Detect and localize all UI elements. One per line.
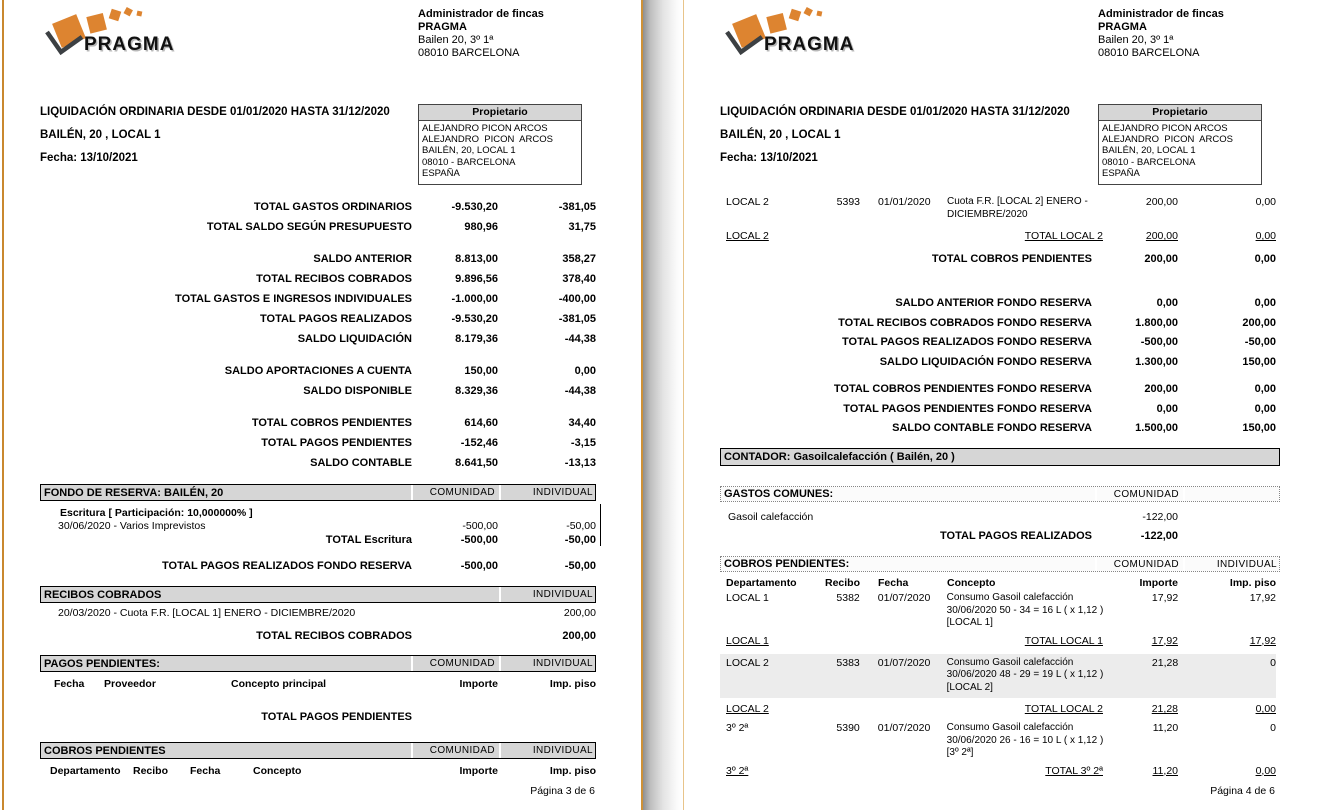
subtotal-label: TOTAL LOCAL 2 bbox=[1024, 230, 1103, 242]
gastos-comunes-total bbox=[720, 529, 1276, 543]
cell-fecha: 01/07/2020 bbox=[877, 656, 931, 669]
concepto-line: Consumo Gasoil calefacción bbox=[946, 656, 1074, 668]
amount-individual bbox=[1178, 529, 1276, 543]
property-subtitle: BAILÉN, 20 , LOCAL 1 bbox=[720, 129, 841, 141]
amount-individual: 0,00 bbox=[1254, 297, 1276, 309]
amount-comunidad: 150,00 bbox=[464, 365, 498, 377]
cell-concepto bbox=[945, 722, 1104, 760]
amount-individual: 0,00 bbox=[1254, 253, 1276, 265]
header-importe: Importe bbox=[459, 765, 498, 777]
liquidation-title: LIQUIDACIÓN ORDINARIA DESDE 01/01/2020 HASTA 31/12/2020 bbox=[40, 106, 390, 118]
cobros-pendientes-section-bar bbox=[720, 556, 1280, 572]
amount-group bbox=[720, 380, 1276, 439]
propietario-line: BAILÉN, 20, LOCAL 1 bbox=[422, 145, 516, 157]
amount-comunidad: 9.896,56 bbox=[455, 273, 498, 285]
recibos-entry-row bbox=[40, 607, 596, 620]
page-number: Página 3 de 6 bbox=[530, 785, 595, 797]
table-row bbox=[720, 654, 1276, 699]
amount-comunidad: -500,00 bbox=[1140, 336, 1178, 348]
propietario-address bbox=[419, 121, 581, 184]
amount-individual: -50,00 bbox=[1244, 336, 1276, 348]
concepto-line: [3º 2ª] bbox=[946, 747, 974, 758]
individual-column-header: INDIVIDUAL bbox=[1185, 557, 1279, 571]
header-concepto: Concepto bbox=[947, 577, 996, 589]
header-importe: Importe bbox=[1139, 577, 1178, 589]
individual-column-header: INDIVIDUAL bbox=[501, 485, 595, 500]
amount-row bbox=[40, 217, 596, 237]
amount-row bbox=[40, 710, 596, 724]
fondo-grand-total bbox=[40, 559, 596, 573]
entry-label: 30/06/2020 - Varios Imprevistos bbox=[58, 520, 206, 532]
amount-individual: 200,00 bbox=[1242, 316, 1276, 329]
amount-row bbox=[720, 353, 1276, 373]
amount-group bbox=[40, 413, 596, 473]
fondo-reserva-section-bar bbox=[40, 484, 596, 501]
subtotal-departamento: LOCAL 1 bbox=[726, 634, 769, 647]
cobros-pendientes-contador-rows bbox=[720, 592, 1276, 784]
cell-imp-piso: 0 bbox=[1270, 656, 1276, 669]
amount-row bbox=[720, 314, 1276, 334]
office-line-4: 08010 BARCELONA bbox=[1098, 47, 1200, 59]
cobros-pendientes-table-header bbox=[40, 764, 596, 778]
amount-individual: 150,00 bbox=[1242, 422, 1276, 434]
amount-group bbox=[720, 294, 1276, 372]
subtotal-departamento: LOCAL 2 bbox=[726, 230, 769, 242]
cell-imp-piso: 0,00 bbox=[1255, 196, 1276, 208]
entry-individual: -50,00 bbox=[566, 520, 596, 532]
cell-imp-piso: 17,92 bbox=[1249, 592, 1276, 604]
amount-row bbox=[40, 289, 596, 309]
subtotal-fill bbox=[815, 765, 1103, 778]
office-line-4: 08010 BARCELONA bbox=[418, 47, 520, 59]
amount-row bbox=[40, 559, 596, 573]
amount-comunidad: -9.530,20 bbox=[451, 313, 498, 325]
amount-row bbox=[40, 381, 596, 401]
recibos-cobrados-section-bar bbox=[40, 586, 596, 603]
amount-comunidad: 8.329,36 bbox=[455, 385, 498, 397]
amount-label: TOTAL COBROS PENDIENTES bbox=[931, 253, 1092, 265]
entry-label: Gasoil calefacción bbox=[728, 511, 814, 523]
amount-individual: -44,38 bbox=[564, 333, 596, 345]
table-row bbox=[720, 592, 1276, 630]
individual-column-header: INDIVIDUAL bbox=[501, 743, 595, 758]
amount-row bbox=[40, 629, 596, 643]
amount-label: TOTAL PAGOS REALIZADOS FONDO RESERVA bbox=[162, 560, 412, 572]
amount-individual: -50,00 bbox=[564, 560, 596, 572]
subtotal-row bbox=[720, 765, 1276, 778]
amount-label: TOTAL RECIBOS COBRADOS FONDO RESERVA bbox=[838, 316, 1092, 329]
amount-label: TOTAL PAGOS REALIZADOS bbox=[260, 313, 412, 325]
propietario-line: BAILÉN, 20, LOCAL 1 bbox=[1102, 145, 1196, 157]
amount-row bbox=[720, 252, 1276, 266]
page-number: Página 4 de 6 bbox=[1210, 785, 1275, 797]
table-row bbox=[720, 196, 1276, 221]
header-fecha: Fecha bbox=[190, 765, 221, 777]
header-departamento: Departamento bbox=[50, 765, 121, 777]
concepto-line: DICIEMBRE/2020 bbox=[947, 208, 1028, 220]
amount-comunidad: -122,00 bbox=[1140, 530, 1178, 542]
report-page-3 bbox=[4, 0, 641, 810]
office-address bbox=[418, 8, 544, 60]
cobros-pendientes-rows bbox=[720, 196, 1276, 249]
cell-departamento: LOCAL 1 bbox=[726, 592, 769, 604]
header-fecha: Fecha bbox=[54, 678, 85, 690]
entry-label: 20/03/2020 - Cuota F.R. [LOCAL 1] ENERO - DICIEMBRE/2020 bbox=[58, 607, 356, 619]
cell-concepto bbox=[945, 592, 1104, 630]
concepto-line: 30/06/2020 26 - 16 = 10 L ( x 1,12 ) bbox=[946, 734, 1104, 746]
entry-comunidad bbox=[412, 607, 498, 620]
amount-group bbox=[40, 249, 596, 349]
subtotal-departamento: 3º 2ª bbox=[726, 764, 749, 777]
propietario-header: Propietario bbox=[419, 105, 581, 121]
amount-label: TOTAL PAGOS REALIZADOS FONDO RESERVA bbox=[842, 336, 1092, 348]
amount-comunidad: 1.500,00 bbox=[1135, 422, 1178, 434]
header-concepto: Concepto bbox=[253, 765, 302, 777]
comunidad-column-header: COMUNIDAD bbox=[413, 656, 499, 671]
amount-individual: 0,00 bbox=[1254, 402, 1276, 415]
fondo-reserva-body bbox=[40, 506, 596, 547]
propietario-line: ALEJANDRO PICON ARCOS bbox=[1102, 123, 1228, 134]
concepto-line: [LOCAL 2] bbox=[946, 681, 993, 693]
amount-individual: 0,00 bbox=[1254, 383, 1276, 395]
subtotal-imp-piso: 17,92 bbox=[1249, 634, 1276, 647]
amount-comunidad: -9.530,20 bbox=[451, 201, 498, 213]
amount-row bbox=[40, 197, 596, 217]
amount-comunidad bbox=[412, 710, 498, 724]
amount-comunidad: 980,96 bbox=[464, 221, 498, 233]
cell-importe: 200,00 bbox=[1145, 196, 1178, 208]
header-departamento: Departamento bbox=[726, 577, 797, 589]
amount-label: TOTAL SALDO SEGÚN PRESUPUESTO bbox=[206, 221, 412, 233]
amount-label: SALDO LIQUIDACIÓN FONDO RESERVA bbox=[879, 355, 1092, 368]
propietario-box bbox=[1098, 104, 1262, 185]
cell-importe: 11,20 bbox=[1152, 722, 1179, 734]
concepto-line: Cuota F.R. [LOCAL 2] ENERO - bbox=[947, 196, 1088, 207]
subtotal-fill bbox=[815, 230, 1103, 243]
comunidad-column-header: COMUNIDAD bbox=[413, 485, 499, 500]
amount-row bbox=[40, 329, 596, 349]
subtotal-imp-piso: 0,00 bbox=[1255, 230, 1276, 242]
office-line-2: PRAGMA bbox=[418, 21, 467, 33]
entry-comunidad: -500,00 bbox=[462, 520, 498, 532]
header-proveedor: Proveedor bbox=[104, 678, 156, 690]
amount-label: SALDO APORTACIONES A CUENTA bbox=[224, 365, 412, 377]
entry-comunidad: -122,00 bbox=[1142, 511, 1178, 523]
amount-individual: 31,75 bbox=[568, 221, 596, 233]
cell-recibo: 5382 bbox=[836, 592, 860, 604]
amount-label: TOTAL PAGOS PENDIENTES bbox=[261, 437, 412, 449]
concepto-line: Consumo Gasoil calefacción bbox=[946, 592, 1074, 603]
gastos-comunes-title: GASTOS COMUNES: bbox=[721, 487, 1095, 501]
amount-label: SALDO CONTABLE FONDO RESERVA bbox=[892, 422, 1092, 434]
amount-row bbox=[40, 361, 596, 381]
amount-row bbox=[720, 400, 1276, 420]
subtotal-importe: 11,20 bbox=[1152, 764, 1178, 777]
amount-comunidad: 614,60 bbox=[464, 417, 498, 429]
amount-individual: -381,05 bbox=[558, 201, 596, 213]
individual-column-header: INDIVIDUAL bbox=[501, 587, 595, 602]
fondo-reserva-title: FONDO DE RESERVA: BAILÉN, 20 bbox=[41, 485, 411, 500]
amount-label: TOTAL COBROS PENDIENTES FONDO RESERVA bbox=[833, 383, 1092, 395]
fondo-entry-row bbox=[40, 520, 596, 533]
amount-label: SALDO CONTABLE bbox=[310, 457, 412, 469]
propietario-line: ESPAÑA bbox=[422, 167, 460, 179]
amount-comunidad: -1.000,00 bbox=[451, 293, 498, 305]
concepto-line: 30/06/2020 48 - 29 = 19 L ( x 1,12 ) bbox=[946, 669, 1104, 680]
cell-importe: 17,92 bbox=[1151, 592, 1179, 604]
amount-group bbox=[40, 197, 596, 237]
liquidation-title: LIQUIDACIÓN ORDINARIA DESDE 01/01/2020 HASTA 31/12/2020 bbox=[720, 106, 1070, 118]
subtotal-label: TOTAL LOCAL 1 bbox=[1024, 634, 1103, 647]
subtotal-row bbox=[720, 635, 1276, 648]
cell-fecha: 01/07/2020 bbox=[877, 722, 931, 734]
empty-column-cell bbox=[1185, 487, 1279, 501]
header-recibo: Recibo bbox=[133, 765, 169, 777]
property-subtitle: BAILÉN, 20 , LOCAL 1 bbox=[40, 129, 161, 141]
pagos-pendientes-total bbox=[40, 710, 596, 724]
amount-label: TOTAL PAGOS REALIZADOS bbox=[940, 530, 1092, 542]
cell-fecha: 01/07/2020 bbox=[877, 592, 931, 604]
recibos-total bbox=[40, 629, 596, 643]
amount-individual: -3,15 bbox=[570, 437, 596, 449]
pragma-logo bbox=[720, 6, 890, 64]
pragma-logo-text: PRAGMA bbox=[84, 34, 175, 55]
propietario-line: ESPAÑA bbox=[1102, 167, 1140, 179]
subtotal-departamento: LOCAL 2 bbox=[726, 703, 769, 715]
amount-label: TOTAL COBROS PENDIENTES bbox=[251, 417, 412, 429]
date-line: Fecha: 13/10/2021 bbox=[40, 152, 138, 164]
header-concepto-principal: Concepto principal bbox=[231, 678, 327, 690]
amount-row bbox=[40, 309, 596, 329]
amount-row bbox=[40, 249, 596, 269]
amount-comunidad: 200,00 bbox=[1144, 253, 1178, 265]
subtotal-fill bbox=[815, 703, 1103, 716]
header-fecha: Fecha bbox=[878, 577, 909, 589]
amount-individual: 150,00 bbox=[1242, 355, 1276, 368]
concepto-line: 30/06/2020 50 - 34 = 16 L ( x 1,12 ) bbox=[946, 604, 1104, 616]
amount-label: SALDO ANTERIOR FONDO RESERVA bbox=[895, 297, 1092, 309]
cell-importe: 21,28 bbox=[1151, 656, 1179, 669]
contador-title: CONTADOR: Gasoilcalefacción ( Bailén, 20 ) bbox=[721, 449, 1279, 465]
propietario-line: ALEJANDRO PICON ARCOS bbox=[422, 123, 548, 134]
amount-individual: 200,00 bbox=[562, 630, 596, 642]
amount-individual bbox=[498, 710, 596, 724]
pagos-pendientes-section-bar bbox=[40, 655, 596, 672]
escritura-group-label: Escritura [ Participación: 10,000000% ] bbox=[60, 507, 253, 519]
propietario-line: ALEJANDRO PICON ARCOS bbox=[422, 134, 553, 146]
amount-individual: 358,27 bbox=[562, 253, 596, 265]
concepto-line: [LOCAL 1] bbox=[946, 617, 993, 628]
header-imp-piso: Imp. piso bbox=[549, 678, 596, 690]
concepto-line: Consumo Gasoil calefacción bbox=[946, 722, 1074, 733]
propietario-line: ALEJANDRO PICON ARCOS bbox=[1102, 134, 1233, 146]
cell-departamento: LOCAL 2 bbox=[726, 196, 769, 208]
pragma-logo bbox=[40, 6, 210, 64]
header-imp-piso: Imp. piso bbox=[549, 765, 596, 777]
document-title-block bbox=[40, 106, 390, 175]
amount-row bbox=[720, 333, 1276, 353]
amount-comunidad: 200,00 bbox=[1144, 383, 1178, 395]
office-line-2: PRAGMA bbox=[1098, 21, 1147, 33]
amount-comunidad: -500,00 bbox=[460, 534, 498, 546]
amount-individual: 0,00 bbox=[574, 365, 596, 377]
gastos-comunes-section-bar bbox=[720, 486, 1280, 502]
amount-group bbox=[40, 361, 596, 401]
cobros-pendientes-title: COBROS PENDIENTES: bbox=[721, 557, 1095, 571]
amount-comunidad: 8.179,36 bbox=[455, 333, 498, 345]
amount-row bbox=[720, 380, 1276, 400]
date-line: Fecha: 13/10/2021 bbox=[720, 152, 818, 164]
cell-concepto bbox=[945, 196, 1103, 221]
propietario-box bbox=[418, 104, 582, 185]
cell-imp-piso: 0 bbox=[1270, 722, 1276, 734]
cell-recibo: 5393 bbox=[836, 196, 860, 208]
amount-comunidad: 1.800,00 bbox=[1135, 316, 1178, 329]
amount-individual: 378,40 bbox=[562, 273, 596, 285]
amount-label: TOTAL GASTOS E INGRESOS INDIVIDUALES bbox=[175, 293, 412, 305]
amount-comunidad bbox=[412, 629, 498, 643]
table-row bbox=[720, 722, 1276, 760]
office-line-3: Bailen 20, 3º 1ª bbox=[1098, 34, 1174, 46]
comunidad-column-header: COMUNIDAD bbox=[1097, 487, 1183, 501]
amount-comunidad: 8.813,00 bbox=[455, 253, 498, 265]
amount-comunidad: -152,46 bbox=[460, 437, 498, 449]
amount-individual: -381,05 bbox=[558, 313, 596, 325]
document-title-block bbox=[720, 106, 1070, 175]
contador-section-bar bbox=[720, 448, 1280, 466]
subtotal-imp-piso: 0,00 bbox=[1255, 764, 1276, 777]
amount-label: SALDO LIQUIDACIÓN bbox=[297, 333, 412, 345]
amount-individual: 34,40 bbox=[568, 417, 596, 429]
amount-row bbox=[720, 419, 1276, 439]
comunidad-column-header: COMUNIDAD bbox=[1097, 557, 1183, 571]
amount-comunidad: -500,00 bbox=[460, 560, 498, 572]
recibos-cobrados-title: RECIBOS COBRADOS bbox=[41, 587, 499, 602]
page-divider-shadow bbox=[641, 0, 684, 810]
amount-comunidad: 0,00 bbox=[1156, 402, 1178, 415]
amount-individual: -44,38 bbox=[564, 385, 596, 397]
subtotal-label: TOTAL 3º 2ª bbox=[1045, 764, 1103, 777]
amount-row bbox=[40, 413, 596, 433]
header-recibo: Recibo bbox=[824, 577, 860, 589]
amount-comunidad: 1.300,00 bbox=[1135, 355, 1178, 368]
amount-label: SALDO ANTERIOR bbox=[313, 253, 412, 265]
pragma-logo-text: PRAGMA bbox=[764, 34, 855, 55]
amount-label: TOTAL PAGOS PENDIENTES FONDO RESERVA bbox=[843, 402, 1092, 415]
amount-label: TOTAL RECIBOS COBRADOS bbox=[256, 273, 412, 285]
header-importe: Importe bbox=[459, 678, 498, 690]
cell-departamento: 3º 2ª bbox=[726, 722, 749, 734]
propietario-address bbox=[1099, 121, 1261, 184]
amount-row bbox=[720, 529, 1276, 543]
report-page-4 bbox=[684, 0, 1321, 810]
cell-fecha: 01/01/2020 bbox=[878, 196, 931, 208]
amount-row bbox=[40, 433, 596, 453]
amount-label: SALDO DISPONIBLE bbox=[303, 385, 412, 397]
propietario-line: 08010 - BARCELONA bbox=[422, 156, 516, 168]
office-address bbox=[1098, 8, 1224, 60]
subtotal-label: TOTAL LOCAL 2 bbox=[1024, 703, 1103, 715]
amount-label: TOTAL RECIBOS COBRADOS bbox=[256, 630, 412, 642]
amount-individual: -13,13 bbox=[564, 457, 596, 469]
amount-label: TOTAL GASTOS ORDINARIOS bbox=[253, 201, 412, 213]
subtotal-row bbox=[720, 703, 1276, 716]
office-line-1: Administrador de fincas bbox=[418, 8, 544, 20]
liquidation-summary bbox=[40, 197, 596, 485]
cell-recibo: 5383 bbox=[836, 656, 860, 669]
subtotal-importe: 200,00 bbox=[1145, 230, 1178, 242]
amount-comunidad: 0,00 bbox=[1156, 297, 1178, 309]
propietario-header: Propietario bbox=[1099, 105, 1261, 121]
individual-column-header: INDIVIDUAL bbox=[501, 656, 595, 671]
gasoil-entry-row bbox=[720, 511, 1276, 524]
cobros-pendientes-title: COBROS PENDIENTES bbox=[41, 743, 411, 758]
cell-recibo: 5390 bbox=[836, 722, 860, 734]
amount-row bbox=[40, 453, 596, 473]
propietario-line: 08010 - BARCELONA bbox=[1102, 156, 1196, 168]
cobros-pendientes-section-bar bbox=[40, 742, 596, 759]
amount-comunidad: 8.641,50 bbox=[455, 457, 498, 469]
subtotal-importe: 21,28 bbox=[1151, 703, 1178, 715]
subtotal-importe: 17,92 bbox=[1151, 634, 1178, 647]
entry-individual: 200,00 bbox=[563, 607, 596, 619]
cobros-pendientes-total bbox=[720, 252, 1276, 266]
pagos-pendientes-title: PAGOS PENDIENTES: bbox=[41, 656, 411, 671]
escritura-total-row bbox=[40, 533, 596, 547]
amount-individual: -400,00 bbox=[558, 293, 596, 305]
amount-row bbox=[720, 294, 1276, 314]
amount-label: TOTAL Escritura bbox=[325, 534, 412, 546]
cell-concepto bbox=[945, 657, 1104, 695]
amount-label: TOTAL PAGOS PENDIENTES bbox=[261, 711, 412, 723]
subtotal-row bbox=[720, 230, 1276, 243]
fondo-reserva-summary bbox=[720, 294, 1276, 447]
pagos-pendientes-table-header bbox=[40, 677, 596, 691]
amount-individual: -50,00 bbox=[564, 534, 596, 546]
cell-departamento: LOCAL 2 bbox=[726, 656, 769, 669]
entry-individual bbox=[1178, 511, 1276, 524]
amount-row bbox=[40, 269, 596, 289]
comunidad-column-header: COMUNIDAD bbox=[413, 743, 499, 758]
office-line-1: Administrador de fincas bbox=[1098, 8, 1224, 20]
subtotal-imp-piso: 0,00 bbox=[1255, 703, 1276, 715]
subtotal-fill bbox=[815, 635, 1103, 648]
header-imp-piso: Imp. piso bbox=[1229, 577, 1276, 589]
fondo-right-rule bbox=[600, 504, 601, 546]
cobros-pendientes-table-header bbox=[720, 576, 1276, 590]
office-line-3: Bailen 20, 3º 1ª bbox=[418, 34, 494, 46]
